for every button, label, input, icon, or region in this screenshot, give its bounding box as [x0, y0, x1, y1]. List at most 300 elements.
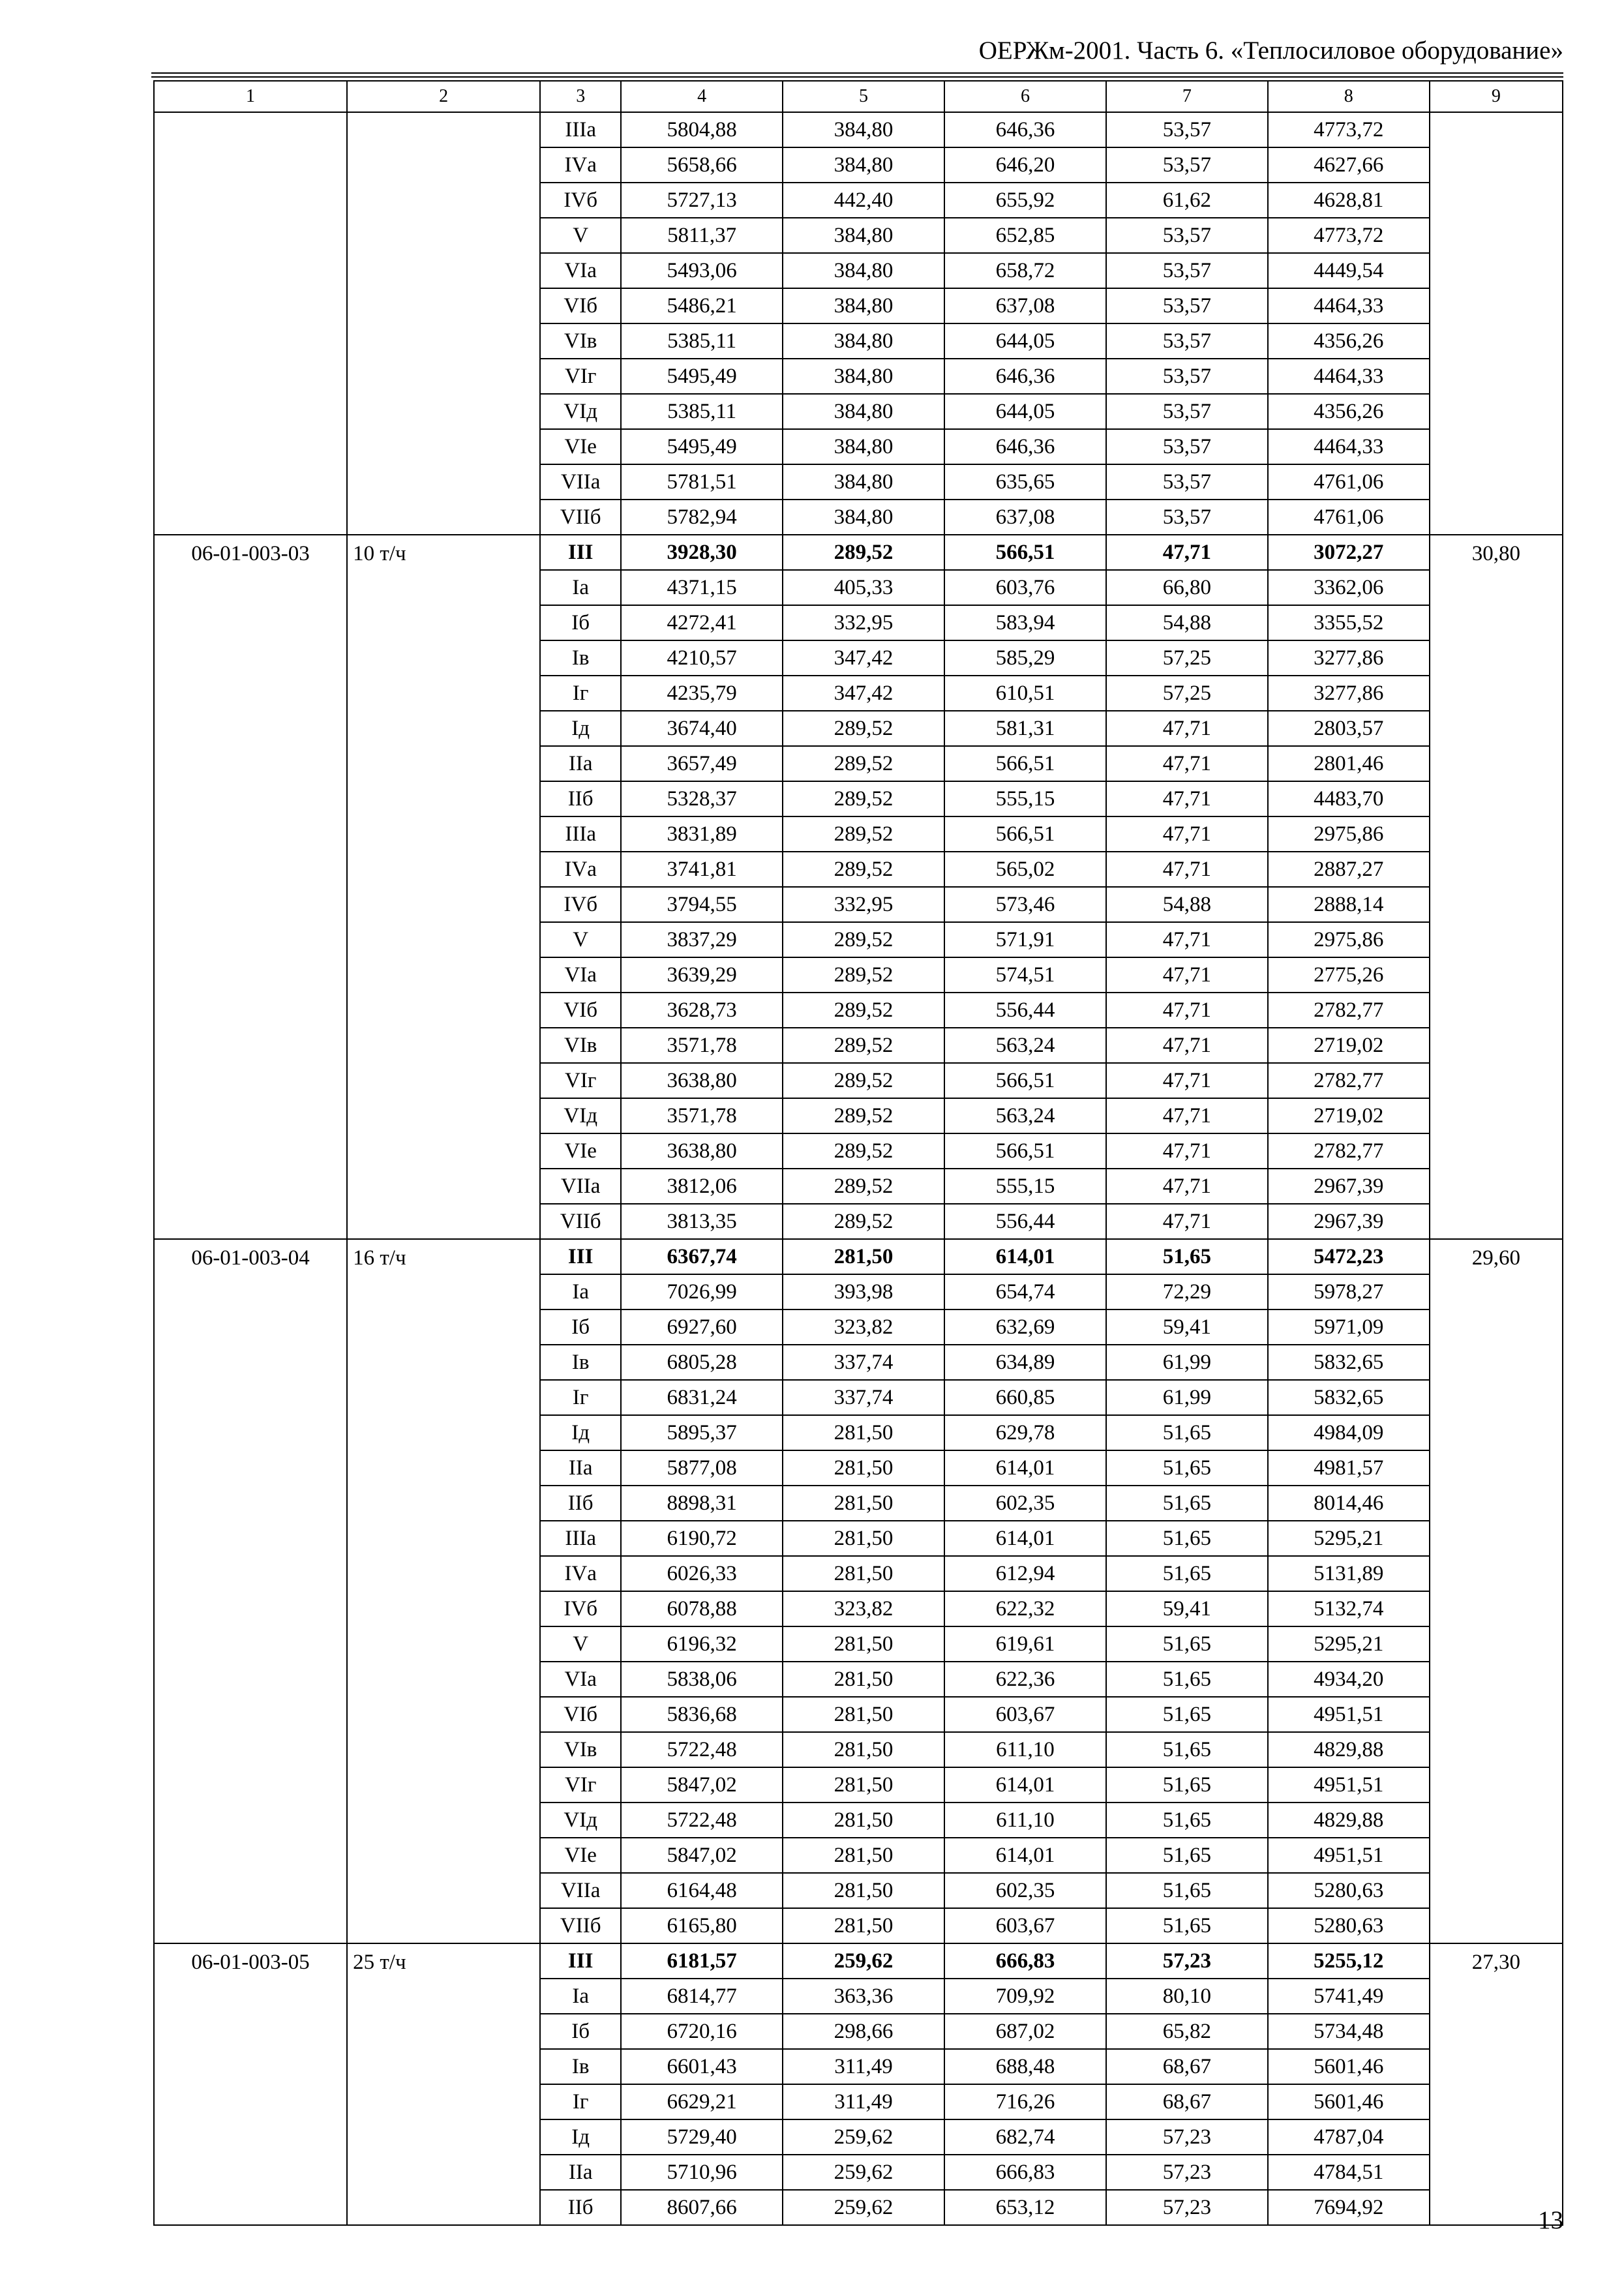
rate-code-cell: 06-01-003-03	[154, 535, 347, 1239]
value-cell: 566,51	[944, 535, 1106, 570]
value-cell: 5877,08	[621, 1450, 783, 1486]
value-cell: 384,80	[783, 429, 944, 464]
value-cell: 5832,65	[1268, 1380, 1430, 1415]
value-cell: 8607,66	[621, 2190, 783, 2225]
value-cell: 281,50	[783, 1873, 944, 1908]
value-cell: 4272,41	[621, 605, 783, 640]
zone-cell: VIг	[540, 359, 621, 394]
header-rule-top	[151, 72, 1563, 74]
value-cell: 6026,33	[621, 1556, 783, 1591]
value-cell: 3794,55	[621, 887, 783, 922]
value-cell: 622,32	[944, 1591, 1106, 1626]
value-cell: 289,52	[783, 1028, 944, 1063]
value-cell: 311,49	[783, 2084, 944, 2119]
value-cell: 2887,27	[1268, 852, 1430, 887]
zone-cell: IIб	[540, 2190, 621, 2225]
value-cell: 281,50	[783, 1767, 944, 1803]
value-cell: 2975,86	[1268, 816, 1430, 852]
value-cell: 4773,72	[1268, 112, 1430, 147]
value-cell: 3638,80	[621, 1063, 783, 1098]
value-cell: 347,42	[783, 676, 944, 711]
value-cell: 72,29	[1106, 1274, 1268, 1309]
value-cell: 289,52	[783, 1098, 944, 1133]
value-cell: 51,65	[1106, 1908, 1268, 1943]
value-cell: 281,50	[783, 1486, 944, 1521]
value-cell: 51,65	[1106, 1626, 1268, 1662]
value-cell: 556,44	[944, 993, 1106, 1028]
value-cell: 7026,99	[621, 1274, 783, 1309]
value-cell: 53,57	[1106, 218, 1268, 253]
zone-cell: VIе	[540, 1838, 621, 1873]
zone-cell: Iг	[540, 676, 621, 711]
zone-cell: Iб	[540, 2014, 621, 2049]
zone-cell: IVб	[540, 887, 621, 922]
value-cell: 5838,06	[621, 1662, 783, 1697]
value-cell: 51,65	[1106, 1732, 1268, 1767]
value-cell: 563,24	[944, 1028, 1106, 1063]
value-cell: 2803,57	[1268, 711, 1430, 746]
value-cell: 585,29	[944, 640, 1106, 676]
value-cell: 2719,02	[1268, 1028, 1430, 1063]
value-cell: 612,94	[944, 1556, 1106, 1591]
table-row	[154, 112, 1563, 147]
zone-cell: VIе	[540, 1133, 621, 1169]
zone-cell: VIа	[540, 1662, 621, 1697]
zone-cell: VIб	[540, 993, 621, 1028]
value-cell: 646,36	[944, 429, 1106, 464]
zone-cell: III	[540, 1239, 621, 1274]
value-cell: 4356,26	[1268, 394, 1430, 429]
page-header-title: ОЕРЖм-2001. Часть 6. «Теплосиловое оборудование»	[978, 37, 1563, 65]
zone-cell: Iд	[540, 1415, 621, 1450]
value-cell: 5710,96	[621, 2155, 783, 2190]
value-cell: 54,88	[1106, 887, 1268, 922]
value-cell: 5495,49	[621, 429, 783, 464]
value-cell: 53,57	[1106, 323, 1268, 359]
value-cell: 3355,52	[1268, 605, 1430, 640]
column-number-cell: 4	[621, 81, 783, 112]
zone-cell: Iа	[540, 1274, 621, 1309]
value-cell: 4235,79	[621, 676, 783, 711]
value-cell: 289,52	[783, 852, 944, 887]
value-cell: 53,57	[1106, 253, 1268, 288]
value-cell: 59,41	[1106, 1591, 1268, 1626]
value-cell: 6181,57	[621, 1943, 783, 1979]
value-cell: 47,71	[1106, 535, 1268, 570]
zone-cell: IVб	[540, 183, 621, 218]
column-number-row	[154, 81, 1563, 112]
value-cell: 5729,40	[621, 2119, 783, 2155]
zone-cell: VIа	[540, 253, 621, 288]
value-cell: 51,65	[1106, 1415, 1268, 1450]
value-cell: 347,42	[783, 640, 944, 676]
value-cell: 7694,92	[1268, 2190, 1430, 2225]
column-number-cell: 9	[1430, 81, 1563, 112]
value-cell: 57,23	[1106, 2155, 1268, 2190]
value-cell: 5832,65	[1268, 1345, 1430, 1380]
value-cell: 3831,89	[621, 816, 783, 852]
value-cell: 289,52	[783, 535, 944, 570]
zone-cell: Iа	[540, 570, 621, 605]
value-cell: 51,65	[1106, 1486, 1268, 1521]
value-cell: 61,99	[1106, 1345, 1268, 1380]
value-cell: 614,01	[944, 1450, 1106, 1486]
zone-cell: VIе	[540, 429, 621, 464]
value-cell: 289,52	[783, 1063, 944, 1098]
value-cell: 47,71	[1106, 816, 1268, 852]
value-cell: 5734,48	[1268, 2014, 1430, 2049]
value-cell: 6927,60	[621, 1309, 783, 1345]
value-cell: 259,62	[783, 1943, 944, 1979]
value-cell: 5727,13	[621, 183, 783, 218]
value-cell: 4773,72	[1268, 218, 1430, 253]
value-cell: 2801,46	[1268, 746, 1430, 781]
value-cell: 5486,21	[621, 288, 783, 323]
value-cell: 4787,04	[1268, 2119, 1430, 2155]
column-number-cell: 3	[540, 81, 621, 112]
zone-cell: IVа	[540, 1556, 621, 1591]
value-cell: 289,52	[783, 1133, 944, 1169]
value-cell: 581,31	[944, 711, 1106, 746]
value-cell: 68,67	[1106, 2049, 1268, 2084]
value-cell: 574,51	[944, 957, 1106, 993]
value-cell: 281,50	[783, 1626, 944, 1662]
zone-cell: Iб	[540, 1309, 621, 1345]
value-cell: 53,57	[1106, 288, 1268, 323]
value-cell: 51,65	[1106, 1803, 1268, 1838]
value-cell: 614,01	[944, 1239, 1106, 1274]
value-cell: 573,46	[944, 887, 1106, 922]
zone-cell: IIа	[540, 1450, 621, 1486]
value-cell: 281,50	[783, 1732, 944, 1767]
zone-cell: Iа	[540, 1979, 621, 2014]
zone-cell: Iд	[540, 711, 621, 746]
value-cell: 5722,48	[621, 1803, 783, 1838]
table-row	[154, 1943, 1563, 1979]
zone-cell: VIIа	[540, 1169, 621, 1204]
value-cell: 4951,51	[1268, 1838, 1430, 1873]
value-cell: 289,52	[783, 781, 944, 816]
zone-cell: VIв	[540, 1028, 621, 1063]
value-cell: 4628,81	[1268, 183, 1430, 218]
value-cell: 384,80	[783, 112, 944, 147]
value-cell: 289,52	[783, 746, 944, 781]
zone-cell: IVа	[540, 852, 621, 887]
value-cell: 5601,46	[1268, 2049, 1430, 2084]
value-cell: 57,23	[1106, 2119, 1268, 2155]
value-cell: 646,36	[944, 359, 1106, 394]
value-cell: 53,57	[1106, 500, 1268, 535]
value-cell: 3072,27	[1268, 535, 1430, 570]
value-cell: 4210,57	[621, 640, 783, 676]
zone-cell: VIб	[540, 1697, 621, 1732]
column-number-cell: 5	[783, 81, 944, 112]
header-rule-bottom	[151, 76, 1563, 78]
value-cell: 53,57	[1106, 429, 1268, 464]
value-cell: 384,80	[783, 500, 944, 535]
value-cell: 51,65	[1106, 1521, 1268, 1556]
value-cell: 405,33	[783, 570, 944, 605]
zone-cell: VIг	[540, 1767, 621, 1803]
zone-cell: VIIб	[540, 1908, 621, 1943]
value-cell: 6601,43	[621, 2049, 783, 2084]
value-cell: 51,65	[1106, 1450, 1268, 1486]
value-cell: 53,57	[1106, 394, 1268, 429]
value-cell: 566,51	[944, 1063, 1106, 1098]
value-cell: 47,71	[1106, 957, 1268, 993]
value-cell: 47,71	[1106, 1204, 1268, 1239]
labor-cost-cell: 30,80	[1430, 535, 1563, 1239]
value-cell: 47,71	[1106, 1098, 1268, 1133]
value-cell: 3277,86	[1268, 676, 1430, 711]
rate-name-cell	[347, 112, 540, 535]
value-cell: 384,80	[783, 147, 944, 183]
value-cell: 51,65	[1106, 1697, 1268, 1732]
value-cell: 281,50	[783, 1450, 944, 1486]
value-cell: 289,52	[783, 1169, 944, 1204]
value-cell: 5472,23	[1268, 1239, 1430, 1274]
zone-cell: V	[540, 922, 621, 957]
value-cell: 5741,49	[1268, 1979, 1430, 2014]
value-cell: 61,62	[1106, 183, 1268, 218]
value-cell: 666,83	[944, 2155, 1106, 2190]
value-cell: 644,05	[944, 323, 1106, 359]
value-cell: 3362,06	[1268, 570, 1430, 605]
value-cell: 47,71	[1106, 711, 1268, 746]
value-cell: 5804,88	[621, 112, 783, 147]
value-cell: 5131,89	[1268, 1556, 1430, 1591]
zone-cell: V	[540, 1626, 621, 1662]
value-cell: 3277,86	[1268, 640, 1430, 676]
value-cell: 6164,48	[621, 1873, 783, 1908]
value-cell: 5295,21	[1268, 1626, 1430, 1662]
zone-cell: IIа	[540, 746, 621, 781]
value-cell: 281,50	[783, 1662, 944, 1697]
labor-cost-cell: 27,30	[1430, 1943, 1563, 2225]
value-cell: 653,12	[944, 2190, 1106, 2225]
value-cell: 4483,70	[1268, 781, 1430, 816]
column-number-cell: 7	[1106, 81, 1268, 112]
value-cell: 323,82	[783, 1591, 944, 1626]
value-cell: 281,50	[783, 1521, 944, 1556]
value-cell: 555,15	[944, 1169, 1106, 1204]
value-cell: 57,25	[1106, 676, 1268, 711]
value-cell: 6165,80	[621, 1908, 783, 1943]
column-number-cell: 8	[1268, 81, 1430, 112]
value-cell: 2719,02	[1268, 1098, 1430, 1133]
value-cell: 281,50	[783, 1415, 944, 1450]
value-cell: 566,51	[944, 1133, 1106, 1169]
value-cell: 5895,37	[621, 1415, 783, 1450]
value-cell: 281,50	[783, 1908, 944, 1943]
zone-cell: IVа	[540, 147, 621, 183]
value-cell: 3837,29	[621, 922, 783, 957]
value-cell: 4449,54	[1268, 253, 1430, 288]
value-cell: 53,57	[1106, 464, 1268, 500]
value-cell: 644,05	[944, 394, 1106, 429]
value-cell: 682,74	[944, 2119, 1106, 2155]
value-cell: 53,57	[1106, 112, 1268, 147]
value-cell: 53,57	[1106, 147, 1268, 183]
rate-name-cell: 10 т/ч	[347, 535, 540, 1239]
value-cell: 259,62	[783, 2190, 944, 2225]
value-cell: 4371,15	[621, 570, 783, 605]
value-cell: 8898,31	[621, 1486, 783, 1521]
value-cell: 637,08	[944, 500, 1106, 535]
rate-name-cell: 16 т/ч	[347, 1239, 540, 1943]
value-cell: 393,98	[783, 1274, 944, 1309]
value-cell: 51,65	[1106, 1838, 1268, 1873]
value-cell: 80,10	[1106, 1979, 1268, 2014]
column-number-cell: 1	[154, 81, 347, 112]
zone-cell: IIIа	[540, 816, 621, 852]
zone-cell: Iв	[540, 2049, 621, 2084]
zone-cell: IIIа	[540, 1521, 621, 1556]
value-cell: 565,02	[944, 852, 1106, 887]
value-cell: 337,74	[783, 1345, 944, 1380]
value-cell: 53,57	[1106, 359, 1268, 394]
value-cell: 632,69	[944, 1309, 1106, 1345]
value-cell: 4464,33	[1268, 429, 1430, 464]
value-cell: 281,50	[783, 1239, 944, 1274]
value-cell: 3813,35	[621, 1204, 783, 1239]
value-cell: 2967,39	[1268, 1169, 1430, 1204]
value-cell: 289,52	[783, 1204, 944, 1239]
zone-cell: Iв	[540, 640, 621, 676]
value-cell: 555,15	[944, 781, 1106, 816]
value-cell: 3628,73	[621, 993, 783, 1028]
value-cell: 614,01	[944, 1767, 1106, 1803]
value-cell: 57,25	[1106, 640, 1268, 676]
value-cell: 4464,33	[1268, 359, 1430, 394]
value-cell: 602,35	[944, 1486, 1106, 1521]
value-cell: 3571,78	[621, 1098, 783, 1133]
value-cell: 2775,26	[1268, 957, 1430, 993]
value-cell: 602,35	[944, 1873, 1106, 1908]
value-cell: 610,51	[944, 676, 1106, 711]
zone-cell: Iв	[540, 1345, 621, 1380]
zone-cell: VIIа	[540, 464, 621, 500]
page-number: 13	[1538, 2206, 1563, 2234]
value-cell: 5255,12	[1268, 1943, 1430, 1979]
rate-name-cell: 25 т/ч	[347, 1943, 540, 2225]
value-cell: 4784,51	[1268, 2155, 1430, 2190]
value-cell: 655,92	[944, 183, 1106, 218]
value-cell: 2782,77	[1268, 1063, 1430, 1098]
zone-cell: IVб	[540, 1591, 621, 1626]
value-cell: 384,80	[783, 323, 944, 359]
value-cell: 6078,88	[621, 1591, 783, 1626]
price-table	[153, 80, 1563, 2226]
value-cell: 281,50	[783, 1838, 944, 1873]
value-cell: 5328,37	[621, 781, 783, 816]
value-cell: 4951,51	[1268, 1697, 1430, 1732]
zone-cell: V	[540, 218, 621, 253]
value-cell: 5658,66	[621, 147, 783, 183]
value-cell: 57,23	[1106, 2190, 1268, 2225]
value-cell: 47,71	[1106, 1133, 1268, 1169]
value-cell: 4356,26	[1268, 323, 1430, 359]
value-cell: 614,01	[944, 1838, 1106, 1873]
value-cell: 635,65	[944, 464, 1106, 500]
value-cell: 47,71	[1106, 1169, 1268, 1204]
value-cell: 298,66	[783, 2014, 944, 2049]
value-cell: 5978,27	[1268, 1274, 1430, 1309]
value-cell: 51,65	[1106, 1556, 1268, 1591]
value-cell: 6367,74	[621, 1239, 783, 1274]
value-cell: 563,24	[944, 1098, 1106, 1133]
value-cell: 4627,66	[1268, 147, 1430, 183]
zone-cell: VIIб	[540, 1204, 621, 1239]
value-cell: 5722,48	[621, 1732, 783, 1767]
value-cell: 47,71	[1106, 852, 1268, 887]
zone-cell: VIIа	[540, 1873, 621, 1908]
labor-cost-cell	[1430, 112, 1563, 535]
zone-cell: VIд	[540, 1803, 621, 1838]
value-cell: 3674,40	[621, 711, 783, 746]
value-cell: 4981,57	[1268, 1450, 1430, 1486]
value-cell: 688,48	[944, 2049, 1106, 2084]
value-cell: 2967,39	[1268, 1204, 1430, 1239]
value-cell: 47,71	[1106, 993, 1268, 1028]
zone-cell: IIIа	[540, 112, 621, 147]
value-cell: 51,65	[1106, 1239, 1268, 1274]
value-cell: 259,62	[783, 2155, 944, 2190]
value-cell: 3928,30	[621, 535, 783, 570]
value-cell: 384,80	[783, 394, 944, 429]
value-cell: 54,88	[1106, 605, 1268, 640]
value-cell: 5132,74	[1268, 1591, 1430, 1626]
column-number-cell: 2	[347, 81, 540, 112]
value-cell: 6805,28	[621, 1345, 783, 1380]
zone-cell: VIб	[540, 288, 621, 323]
value-cell: 646,36	[944, 112, 1106, 147]
value-cell: 6814,77	[621, 1979, 783, 2014]
value-cell: 384,80	[783, 288, 944, 323]
value-cell: 5385,11	[621, 323, 783, 359]
zone-cell: IIб	[540, 1486, 621, 1521]
value-cell: 4829,88	[1268, 1732, 1430, 1767]
zone-cell: VIв	[540, 323, 621, 359]
value-cell: 629,78	[944, 1415, 1106, 1450]
value-cell: 3657,49	[621, 746, 783, 781]
value-cell: 571,91	[944, 922, 1106, 957]
value-cell: 311,49	[783, 2049, 944, 2084]
value-cell: 51,65	[1106, 1873, 1268, 1908]
value-cell: 709,92	[944, 1979, 1106, 2014]
value-cell: 634,89	[944, 1345, 1106, 1380]
value-cell: 5493,06	[621, 253, 783, 288]
value-cell: 6720,16	[621, 2014, 783, 2049]
value-cell: 5495,49	[621, 359, 783, 394]
value-cell: 4761,06	[1268, 464, 1430, 500]
table-row	[154, 535, 1563, 570]
value-cell: 323,82	[783, 1309, 944, 1345]
value-cell: 658,72	[944, 253, 1106, 288]
value-cell: 5836,68	[621, 1697, 783, 1732]
value-cell: 660,85	[944, 1380, 1106, 1415]
value-cell: 65,82	[1106, 2014, 1268, 2049]
value-cell: 3638,80	[621, 1133, 783, 1169]
zone-cell: III	[540, 535, 621, 570]
value-cell: 614,01	[944, 1521, 1106, 1556]
value-cell: 646,20	[944, 147, 1106, 183]
rate-code-cell: 06-01-003-05	[154, 1943, 347, 2225]
value-cell: 5782,94	[621, 500, 783, 535]
value-cell: 281,50	[783, 1556, 944, 1591]
value-cell: 47,71	[1106, 1063, 1268, 1098]
value-cell: 289,52	[783, 922, 944, 957]
